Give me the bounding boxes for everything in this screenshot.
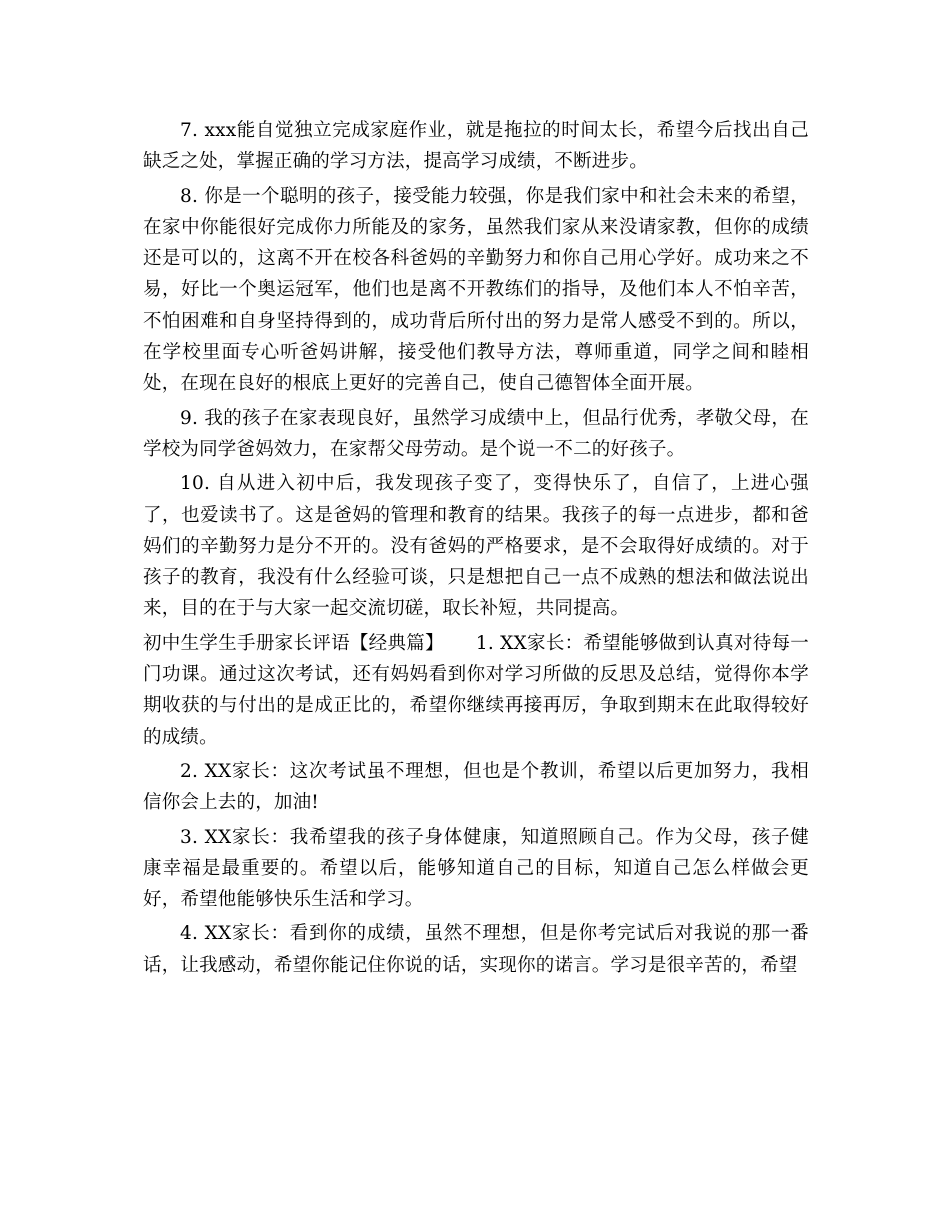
section-item-2: 2. XX家长：这次考试虽不理想，但也是个教训，希望以后更加努力，我相信你会上去的，加油! bbox=[143, 760, 809, 814]
paragraph-7: 7. xxx能自觉独立完成家庭作业，就是拖拉的时间太长，希望今后找出自己缺乏之处，掌握正确的学习方法，提高学习成绩，不断进步。 bbox=[143, 120, 809, 173]
paragraph-9: 9. 我的孩子在家表现良好，虽然学习成绩中上，但品行优秀，孝敬父母，在学校为同学爸妈效力，在家帮父母劳动。是个说一不二的好孩子。 bbox=[143, 407, 809, 460]
section-title: 初中生学生手册家长评语【经典篇】 bbox=[143, 632, 444, 654]
paragraph-8: 8. 你是一个聪明的孩子，接受能力较强，你是我们家中和社会未来的希望，在家中你能很好完成你力所能及的家务，虽然我们家从来没请家教，但你的成绩还是可以的，这离不开在校各科爸妈的辛勤努力和你自己用心学好。成功来之不易，好比一个奥运冠军，他们也是离不开教练们的指导，及他们本人不怕辛苦，不怕困难和自身坚持得到的，成功背后所付出的努力是常人感受不到的。所以，在学校里面专心听爸妈讲解，接受他们教导方法，尊师重道，同学之间和睦相处，在现在良好的根底上更好的完善自己，使自己德智体全面开展。 bbox=[143, 185, 809, 395]
section-item-3: 3. XX家长：我希望我的孩子身体健康，知道照顾自己。作为父母，孩子健康幸福是最重要的。希望以后，能够知道自己的目标，知道自己怎么样做会更好，希望他能够快乐生活和学习。 bbox=[143, 826, 809, 911]
section-item-1: 1. XX家长：希望能够做到认真对待每一门功课。通过这次考试，还有妈妈看到你对学习所做的反思及总结，觉得你本学期收获的与付出的是成正比的，希望你继续再接再厉，争取到期末在此取得较好的成绩。 bbox=[143, 632, 810, 748]
paragraph-10: 10. 自从进入初中后，我发现孩子变了，变得快乐了，自信了，上进心强了，也爱读书了。这是爸妈的管理和教育的结果。我孩子的每一点进步，都和爸妈们的辛勤努力是分不开的。没有爸妈的严格要求，是不会取得好成绩的。对于孩子的教育，我没有什么经验可谈，只是想把自己一点不成熟的想法和做法说出来，目的在于与大家一起交流切磋，取长补短，共同提高。 bbox=[143, 473, 809, 620]
section-intro-paragraph bbox=[143, 628, 809, 753]
section-item-4: 4. XX家长：看到你的成绩，虽然不理想，但是你考完试后对我说的那一番话，让我感动，希望你能记住你说的话，实现你的诺言。学习是很辛苦的，希望 bbox=[143, 923, 809, 976]
document-body bbox=[143, 115, 809, 984]
